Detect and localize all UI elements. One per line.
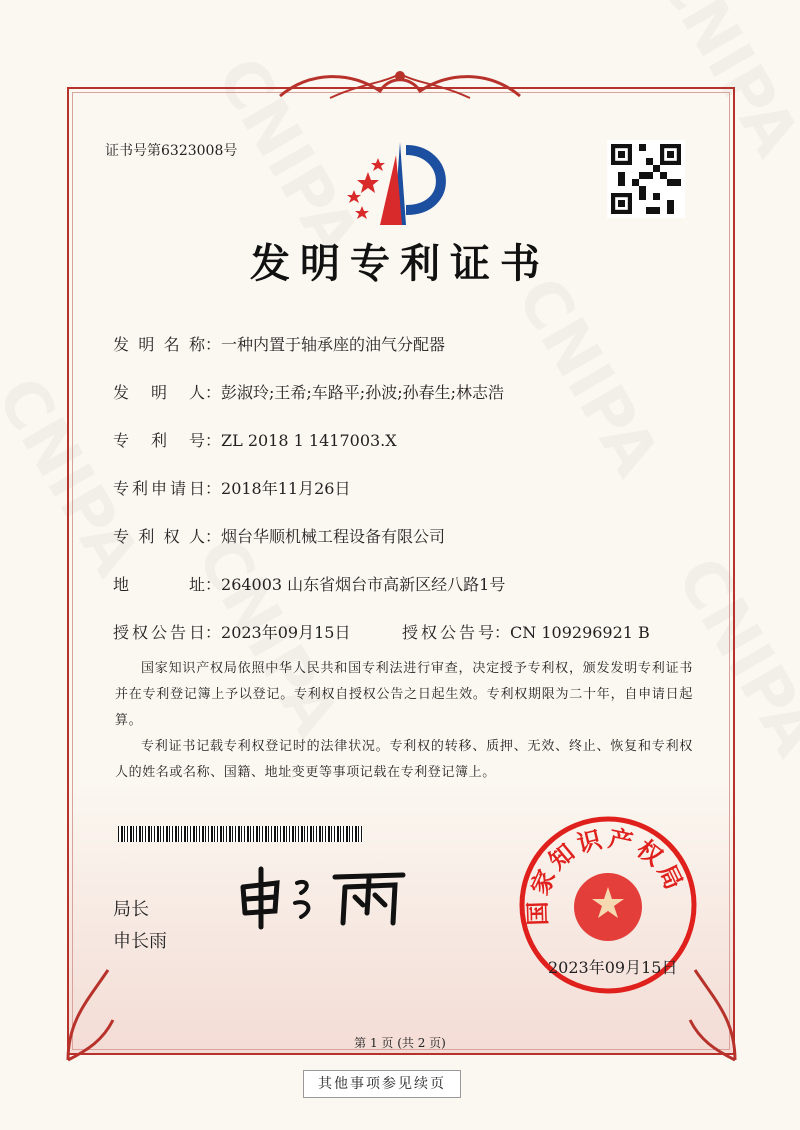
page-title: 发明专利证书: [250, 241, 550, 287]
corner-ornament-left: [58, 960, 118, 1070]
field-announcement-number: 授权公告号：CN 109296921 B: [402, 623, 650, 642]
page-number: 第 1 页 (共 2 页): [354, 1036, 446, 1050]
barcode: [118, 826, 363, 842]
field-inventors: 发明人：彭淑玲;王希;车路平;孙波;孙春生;林志浩: [113, 383, 504, 402]
cnipa-logo: [340, 140, 460, 230]
field-address: 地址：264003 山东省烟台市高新区经八路1号: [113, 575, 506, 594]
continuation-note: 其他事项参见续页: [303, 1070, 461, 1098]
certificate-number: 证书号第6323008号: [105, 143, 238, 159]
seal-text: 国家知识产权局: [523, 824, 690, 926]
field-patentee: 专利权人：烟台华顺机械工程设备有限公司: [113, 527, 446, 546]
statement-paragraph: 国家知识产权局依照中华人民共和国专利法进行审查，决定授予专利权，颁发发明专利证书并在专利登记簿上予以登记。专利权自授权公告之日起生效。专利权期限为二十年，自申请日起算。: [115, 661, 693, 728]
field-filing-date: 专利申请日：2018年11月26日: [113, 479, 351, 498]
top-ornament: [270, 66, 530, 106]
director-signature: [235, 865, 415, 930]
seal-date: 2023年09月15日: [548, 958, 678, 977]
field-grant-date: 授权公告日：2023年09月15日: [113, 623, 351, 642]
director-title: 局长: [113, 899, 149, 920]
official-seal: [518, 815, 698, 995]
qr-code: [607, 140, 685, 218]
field-invention-name: 发明名称：一种内置于轴承座的油气分配器: [113, 335, 446, 354]
director-name: 申长雨: [113, 931, 167, 952]
statement-text: [115, 656, 693, 786]
field-patent-number: 专利号：ZL 2018 1 1417003.X: [113, 431, 397, 450]
statement-paragraph: 专利证书记载专利权登记时的法律状况。专利权的转移、质押、无效、终止、恢复和专利权人的姓名或名称、国籍、地址变更等事项记载在专利登记簿上。: [115, 739, 693, 780]
